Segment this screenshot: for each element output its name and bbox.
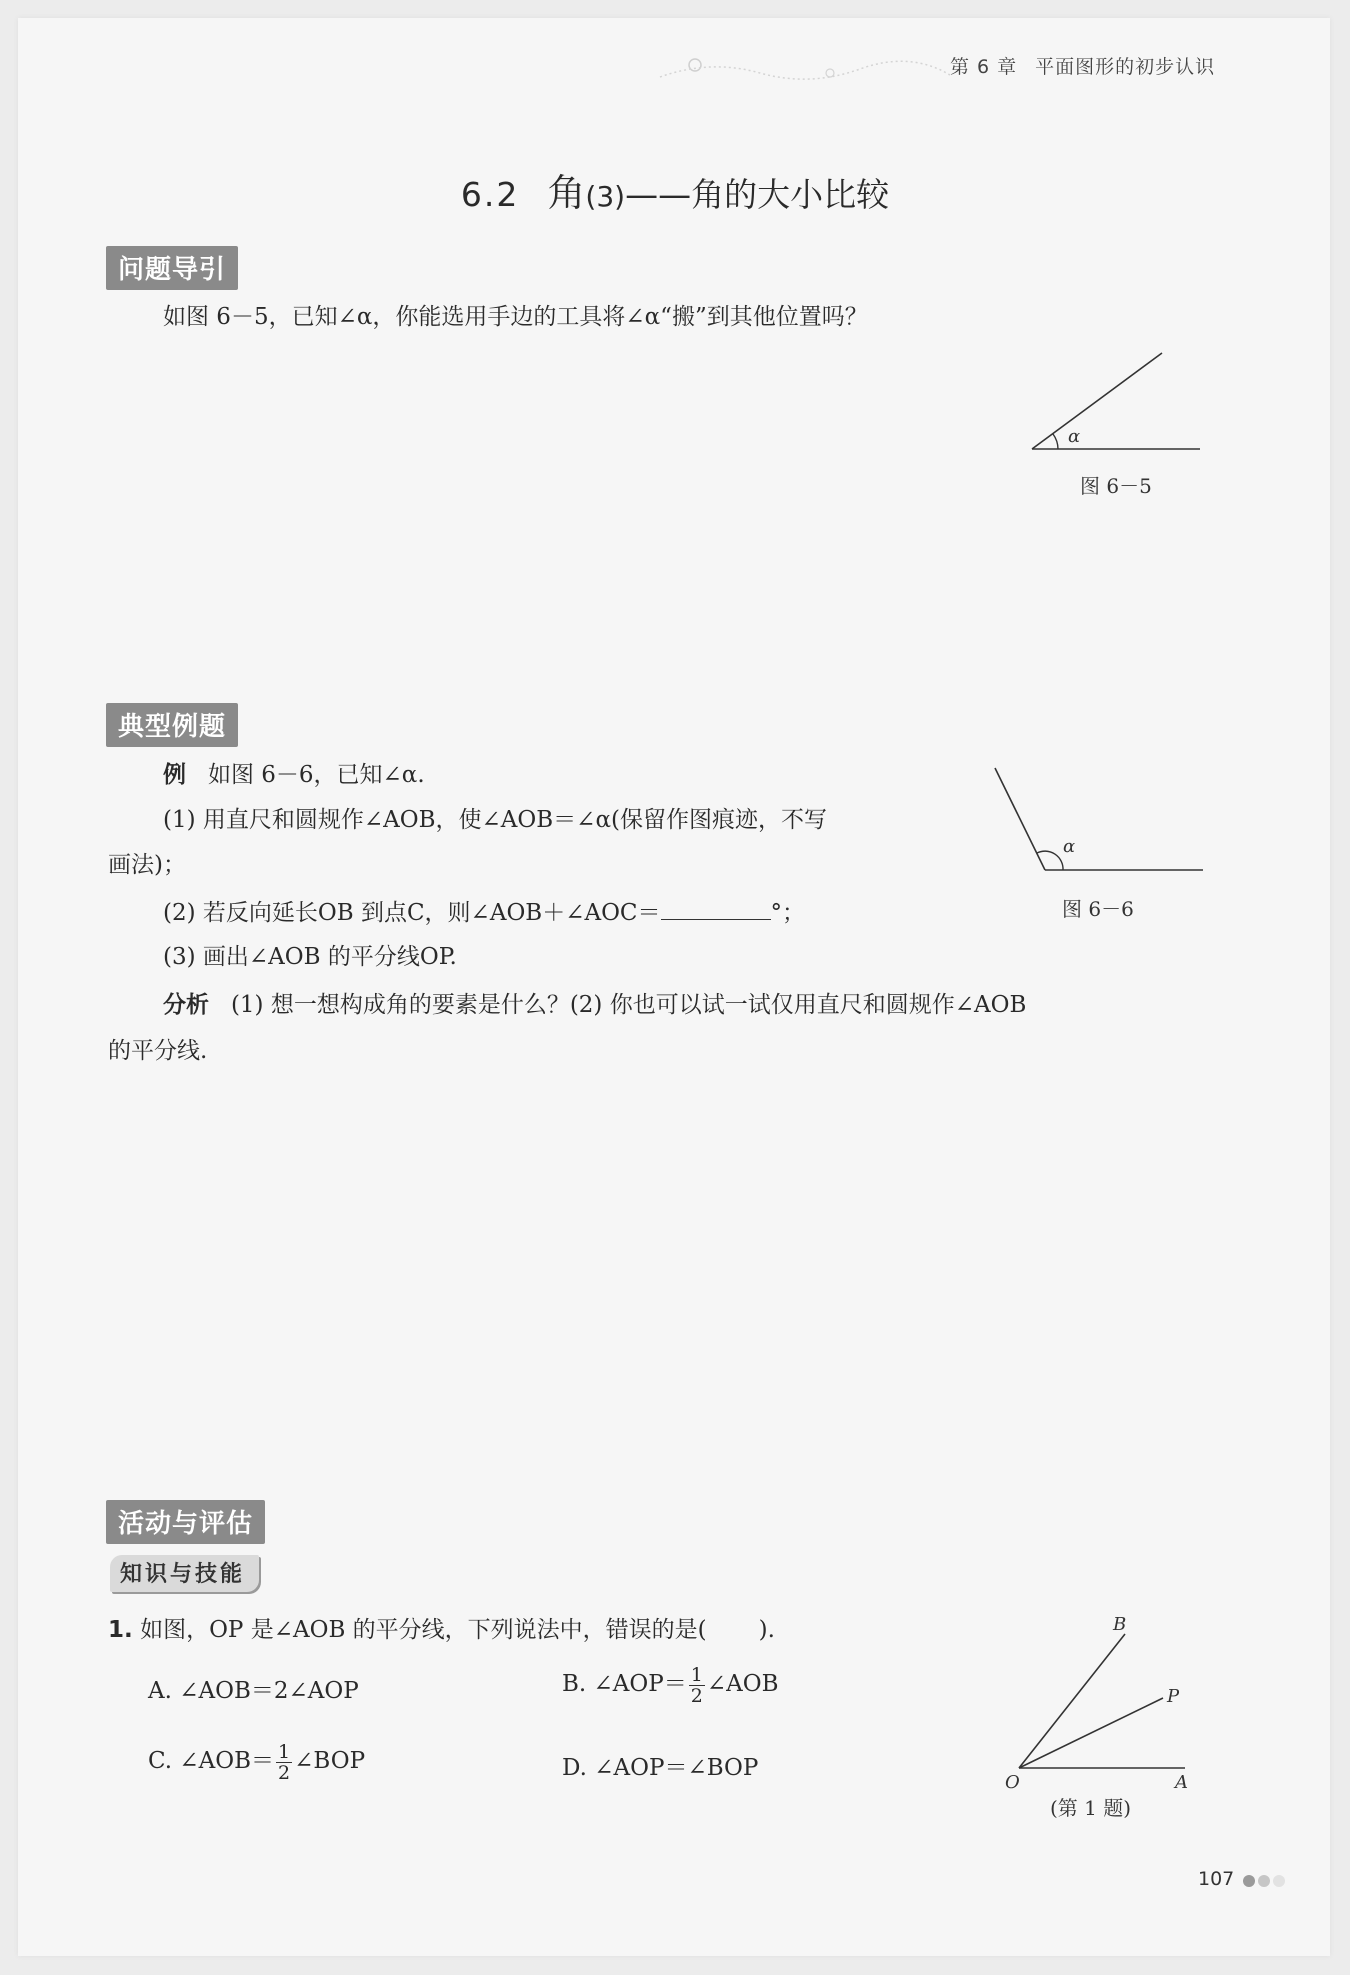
- point-b-label: B: [1113, 1614, 1127, 1635]
- option-d: D. ∠AOP＝∠BOP: [562, 1755, 759, 1781]
- dot-icon: [1273, 1875, 1285, 1887]
- header-decoration: [650, 55, 950, 85]
- angle-label: α: [1063, 836, 1076, 857]
- figure-exercise-1: [995, 1610, 1210, 1790]
- chapter-title: 平面图形的初步认识: [1035, 56, 1216, 78]
- example-q2: [163, 897, 805, 928]
- badge-skills: 知识与技能: [110, 1555, 259, 1592]
- page-number: 107: [1198, 1868, 1235, 1890]
- analysis-line2: 的平分线.: [108, 1038, 208, 1064]
- example-q3: (3) 画出∠AOB 的平分线OP.: [163, 944, 457, 970]
- exercise-1-question: [108, 1615, 775, 1645]
- fraction-denominator: 2: [278, 1761, 291, 1784]
- angle-arc: [1053, 434, 1058, 449]
- option-b-pre: B. ∠AOP＝: [562, 1671, 687, 1697]
- section-title: [0, 162, 1350, 217]
- example-q2-degree: °；: [770, 900, 806, 926]
- option-c-pre: C. ∠AOB＝: [148, 1748, 275, 1774]
- option-b-post: ∠AOB: [706, 1671, 779, 1697]
- fraction-numerator: 1: [690, 1663, 703, 1686]
- example-q1-line1: (1) 用直尺和圆规作∠AOB，使∠AOB＝∠α(保留作图痕迹，不写: [163, 807, 827, 833]
- example-q1-line2: 画法)；: [108, 852, 186, 878]
- figure-6-6: [985, 760, 1215, 880]
- title-main: 角: [547, 171, 586, 215]
- option-c-post: ∠BOP: [294, 1748, 366, 1774]
- figure-caption-exercise-1: (第 1 题): [1050, 1796, 1132, 1820]
- example-q2-text: (2) 若反向延长OB 到点C，则∠AOB＋∠AOC＝: [163, 900, 661, 926]
- figure-caption-6-5: 图 6－5: [1080, 474, 1152, 498]
- title-rest: ——角的大小比较: [625, 175, 890, 214]
- ray-slanted: [995, 768, 1045, 870]
- intro-text: 如图 6－5，已知∠α，你能选用手边的工具将∠α“搬”到其他位置吗？: [163, 304, 868, 330]
- fraction-half: [276, 1742, 292, 1783]
- section-number: 6.2: [460, 175, 520, 214]
- option-b: [562, 1664, 778, 1706]
- example-intro: 如图 6－6，已知∠α.: [207, 762, 425, 788]
- exercise-text-end: ).: [758, 1617, 775, 1643]
- chapter-header: [950, 52, 1215, 79]
- ray-slanted: [1032, 353, 1162, 449]
- dot-icon: [1258, 1875, 1270, 1887]
- point-o-label: O: [1005, 1772, 1020, 1790]
- point-a-label: A: [1175, 1772, 1188, 1790]
- fraction-half: [689, 1665, 705, 1706]
- title-paren: (3): [585, 180, 626, 213]
- figure-caption-6-6: 图 6－6: [1062, 897, 1134, 921]
- ray-op: [1019, 1698, 1163, 1768]
- analysis-label: 分析: [163, 992, 209, 1018]
- ray-ob: [1019, 1634, 1125, 1768]
- point-p-label: P: [1167, 1686, 1180, 1707]
- example-label: 例: [163, 762, 186, 788]
- answer-blank[interactable]: [661, 897, 771, 920]
- example-intro-line: [163, 760, 425, 790]
- fraction-denominator: 2: [690, 1684, 703, 1707]
- figure-6-5: [1020, 345, 1220, 455]
- dot-icon: [1243, 1875, 1255, 1887]
- analysis-text: (1) 想一想构成角的要素是什么？(2) 你也可以试一试仅用直尺和圆规作∠AOB: [230, 992, 1027, 1018]
- chapter-number: 第 6 章: [950, 56, 1018, 78]
- badge-example: 典型例题: [106, 703, 238, 747]
- badge-activity: 活动与评估: [106, 1500, 265, 1544]
- analysis-line1: [163, 990, 1026, 1020]
- exercise-number: 1.: [108, 1617, 133, 1643]
- exercise-text: 如图，OP 是∠AOB 的平分线，下列说法中，错误的是(: [140, 1617, 707, 1643]
- fraction-numerator: 1: [278, 1740, 291, 1763]
- angle-label: α: [1068, 426, 1081, 447]
- badge-intro: 问题导引: [106, 246, 238, 290]
- page-dots: [1243, 1872, 1288, 1891]
- option-a: A. ∠AOB＝2∠AOP: [148, 1678, 359, 1704]
- option-c: [148, 1741, 365, 1783]
